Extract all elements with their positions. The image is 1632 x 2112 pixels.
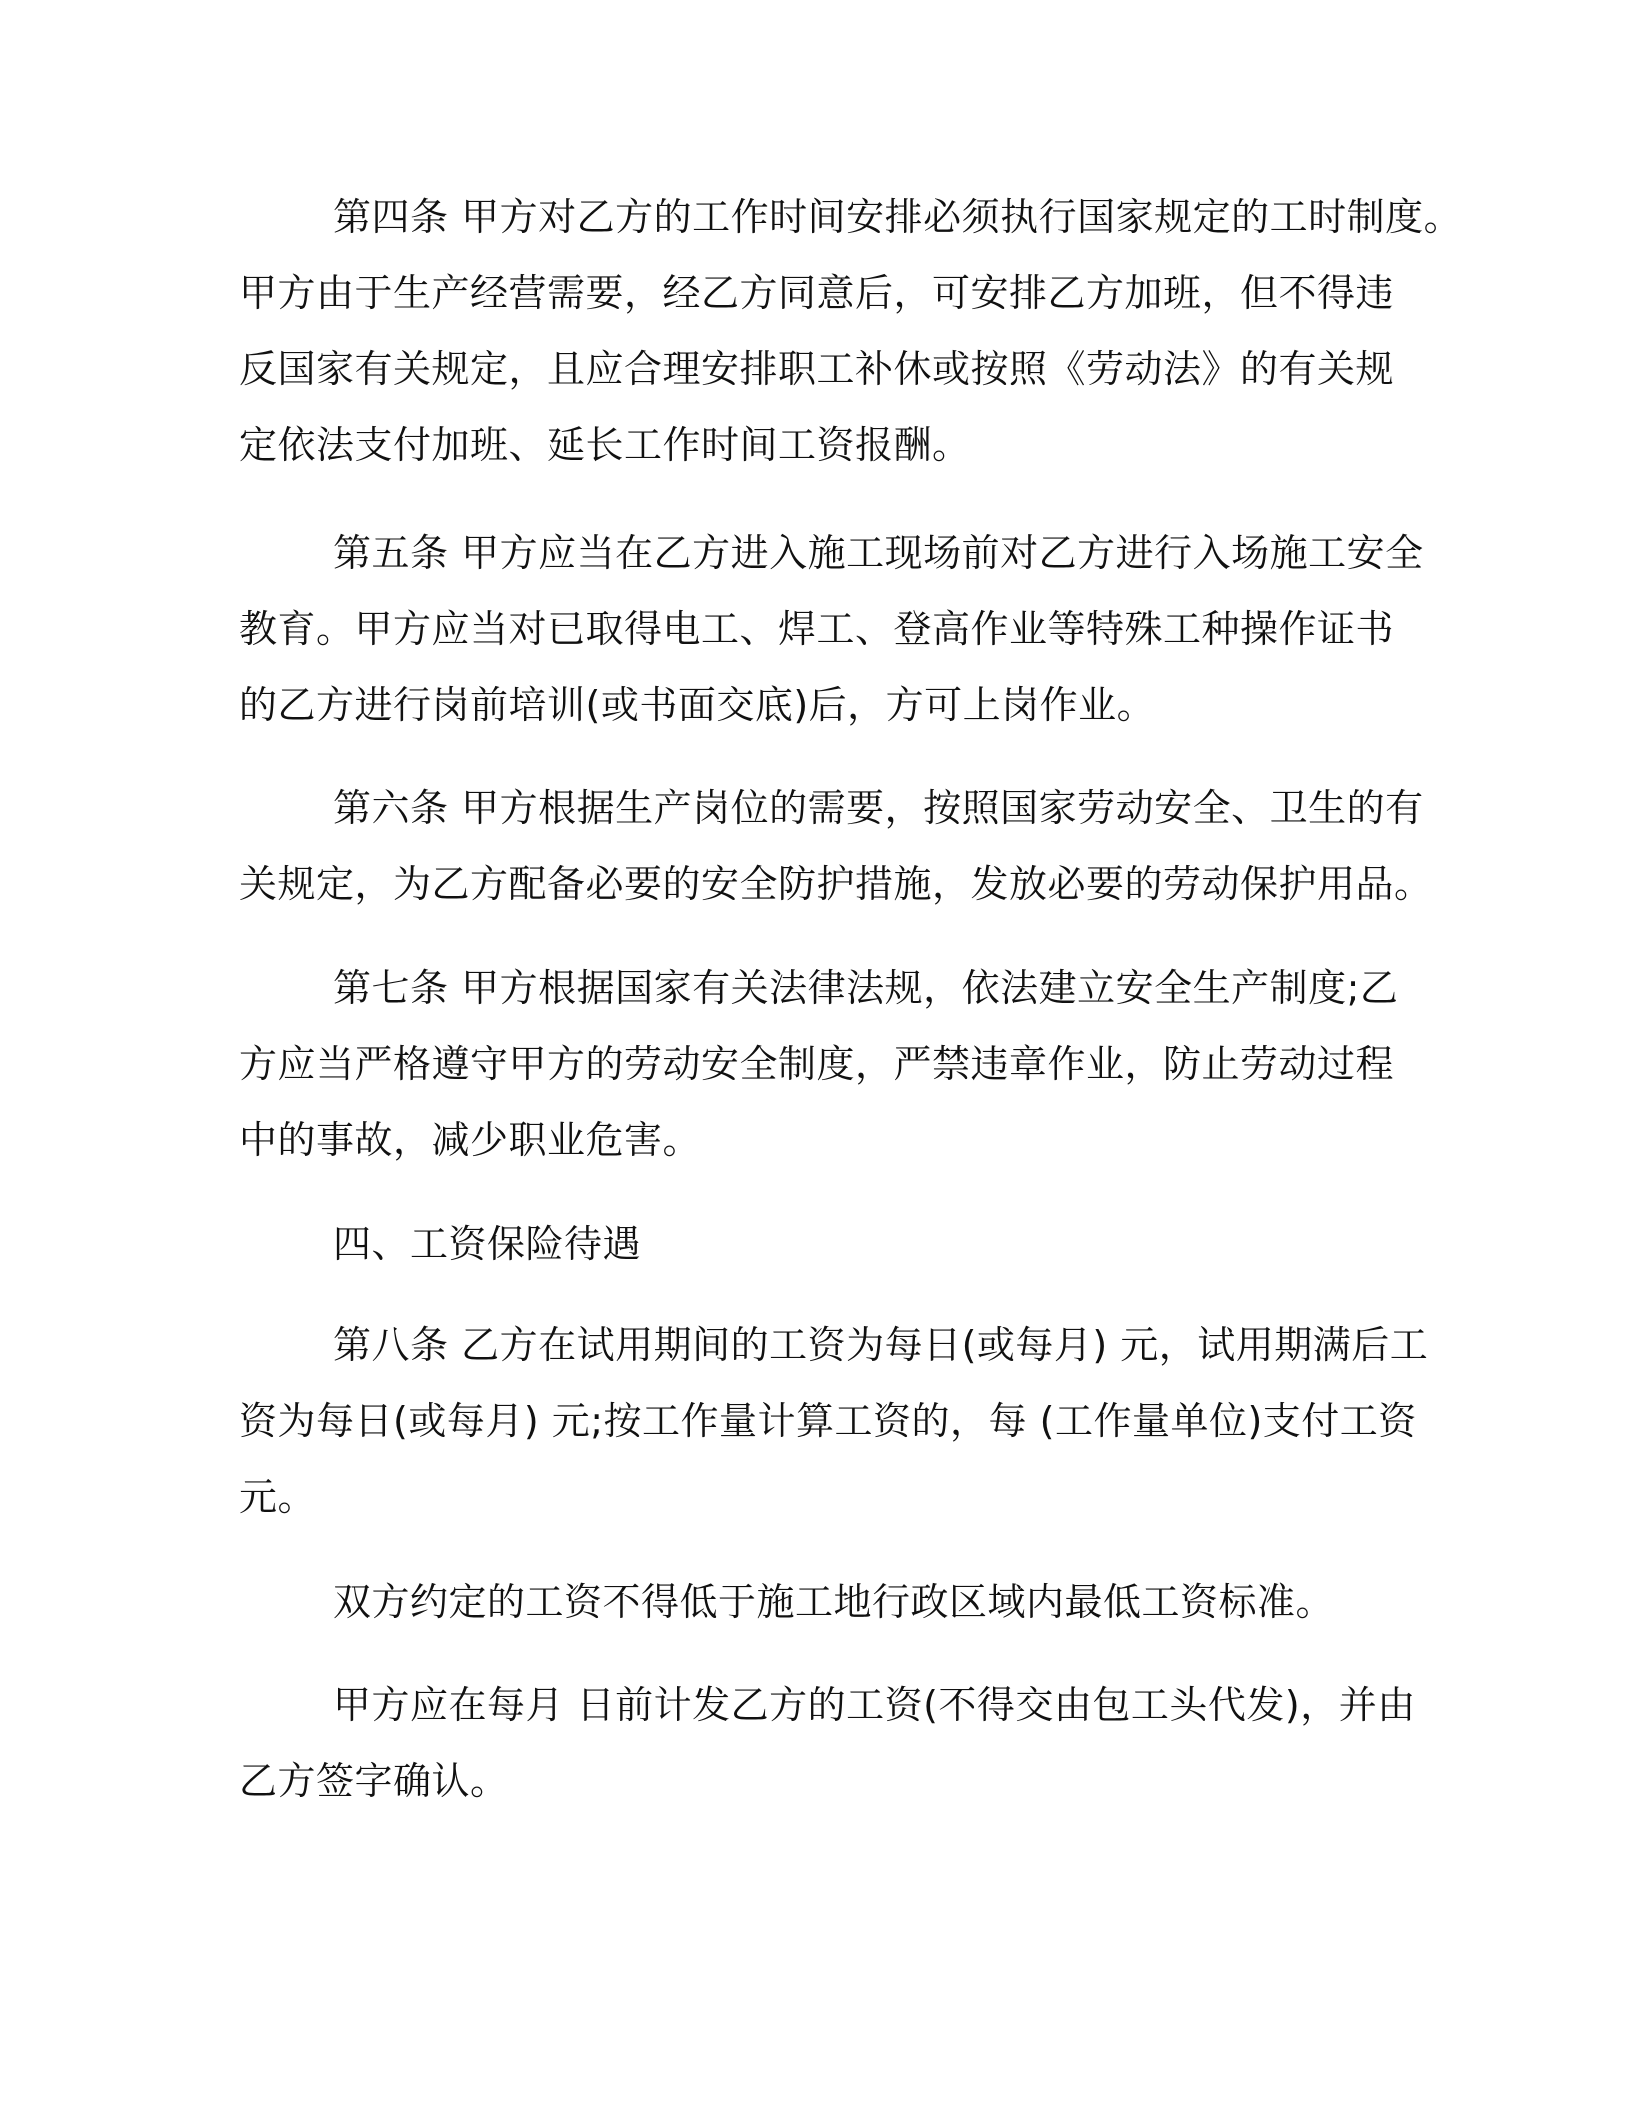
payday-line-1: 甲方应在每月 日前计发乙方的工资(不得交由包工头代发)，并由 [333, 1683, 1416, 1727]
minimum-wage-paragraph: 双方约定的工资不得低于施工地行政区域内最低工资标准。 [333, 1580, 1335, 1624]
payday-line-2: 乙方签字确认。 [239, 1759, 509, 1803]
article-7-line-3: 中的事故，减少职业危害。 [239, 1118, 702, 1162]
article-4-line-3: 反国家有关规定，且应合理安排职工补休或按照《劳动法》的有关规 [239, 347, 1395, 391]
article-5-line-2: 教育。甲方应当对已取得电工、焊工、登高作业等特殊工种操作证书 [239, 607, 1395, 651]
article-6-line-1: 第六条 甲方根据生产岗位的需要，按照国家劳动安全、卫生的有 [333, 786, 1424, 830]
article-8-line-2: 资为每日(或每月) 元;按工作量计算工资的，每 (工作量单位)支付工资 [239, 1399, 1417, 1443]
section-heading-wages: 四、工资保险待遇 [333, 1222, 642, 1266]
article-4-line-4: 定依法支付加班、延长工作时间工资报酬。 [239, 423, 971, 467]
article-7-line-1: 第七条 甲方根据国家有关法律法规，依法建立安全生产制度;乙 [333, 966, 1399, 1010]
article-5-line-3: 的乙方进行岗前培训(或书面交底)后，方可上岗作业。 [239, 683, 1156, 727]
article-6-line-2: 关规定，为乙方配备必要的安全防护措施，发放必要的劳动保护用品。 [239, 862, 1433, 906]
article-4-line-1: 第四条 甲方对乙方的工作时间安排必须执行国家规定的工时制度。 [333, 195, 1463, 239]
article-8-line-1: 第八条 乙方在试用期间的工资为每日(或每月) 元，试用期满后工 [333, 1323, 1429, 1367]
article-4-line-2: 甲方由于生产经营需要，经乙方同意后，可安排乙方加班，但不得违 [239, 271, 1395, 315]
article-8-line-3: 元。 [239, 1475, 317, 1519]
article-5-line-1: 第五条 甲方应当在乙方进入施工现场前对乙方进行入场施工安全 [333, 531, 1424, 575]
article-7-line-2: 方应当严格遵守甲方的劳动安全制度，严禁违章作业，防止劳动过程 [239, 1042, 1395, 1086]
